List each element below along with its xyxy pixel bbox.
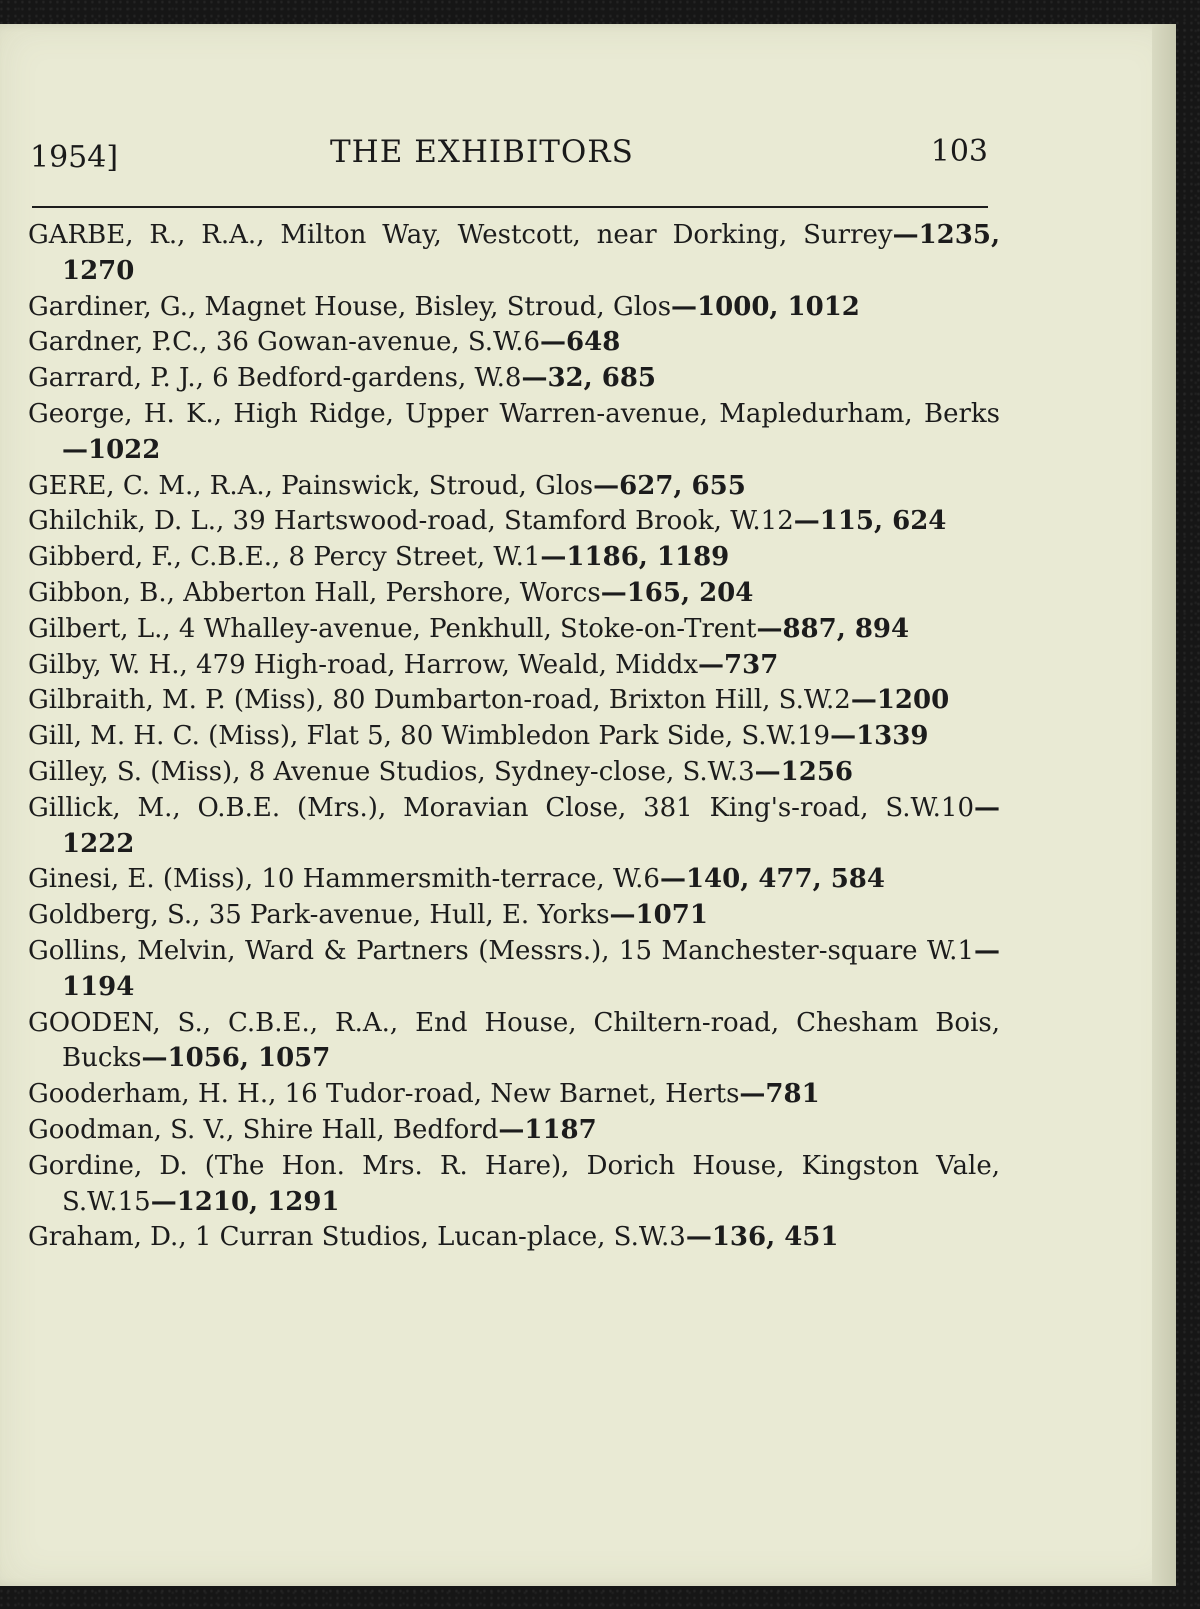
entry-catalogue-numbers: —781 <box>739 1079 820 1110</box>
entry-catalogue-numbers: —136, 451 <box>685 1222 839 1253</box>
entry-catalogue-numbers: —1187 <box>498 1114 597 1145</box>
exhibitor-entry <box>28 290 1000 326</box>
entry-text: Garrard, P. J., 6 Bedford-gardens, W.8 <box>28 363 522 394</box>
entry-text: Ghilchik, D. L., 39 Hartswood-road, Stamford Brook, W.12 <box>28 506 794 537</box>
entry-text: Ginesi, E. (Miss), 10 Hammersmith-terrace, W.6 <box>28 864 660 895</box>
entry-catalogue-numbers: —648 <box>540 327 621 358</box>
exhibitor-entry <box>28 540 1000 576</box>
entry-catalogue-numbers: —1339 <box>830 721 929 752</box>
exhibitor-entry <box>28 612 1000 648</box>
entry-text: Gillick, M., O.B.E. (Mrs.), Moravian Close, 381 King's-road, S.W.10 <box>28 792 974 823</box>
entry-text: Gilley, S. (Miss), 8 Avenue Studios, Sydney-close, S.W.3 <box>28 756 755 787</box>
exhibitor-list <box>28 218 1000 1256</box>
exhibitor-entry <box>28 576 1000 612</box>
entry-catalogue-numbers: —1071 <box>609 900 708 931</box>
running-header <box>30 130 988 180</box>
entry-catalogue-numbers: —1000, 1012 <box>671 291 860 322</box>
exhibitor-entry <box>28 755 1000 791</box>
entry-catalogue-numbers: —737 <box>698 649 779 680</box>
exhibitor-entry <box>28 719 1000 755</box>
entry-catalogue-numbers: —1194 <box>62 935 1000 1002</box>
header-rule <box>32 206 988 208</box>
entry-catalogue-numbers: —1056, 1057 <box>141 1043 331 1074</box>
entry-catalogue-numbers: —1186, 1189 <box>540 542 730 573</box>
entry-catalogue-numbers: —1022 <box>62 434 161 465</box>
exhibitor-entry <box>28 361 1000 397</box>
entry-text: George, H. K., High Ridge, Upper Warren-avenue, Mapledurham, Berks <box>28 398 1000 429</box>
entry-text: Gollins, Melvin, Ward & Partners (Messrs.), 15 Manchester-square W.1 <box>28 935 974 966</box>
exhibitor-entry <box>28 1006 1000 1078</box>
exhibitor-entry <box>28 683 1000 719</box>
entry-catalogue-numbers: —1200 <box>850 685 950 716</box>
entry-catalogue-numbers: —1235, 1270 <box>62 220 1000 286</box>
entry-text: GARBE, R., R.A., Milton Way, Westcott, near Dorking, Surrey <box>28 220 893 250</box>
exhibitor-entry <box>28 898 1000 934</box>
exhibitor-entry <box>28 862 1000 898</box>
entry-catalogue-numbers: —627, 655 <box>593 470 746 501</box>
exhibitor-entry <box>28 791 1000 863</box>
exhibitor-entry <box>28 504 1000 540</box>
entry-catalogue-numbers: —1210, 1291 <box>150 1186 340 1217</box>
entry-text: Gibbon, B., Abberton Hall, Pershore, Worcs <box>28 577 601 608</box>
page-edge <box>1152 24 1176 1586</box>
entry-text: Gilbert, L., 4 Whalley-avenue, Penkhull, Stoke-on-Trent <box>28 613 757 644</box>
exhibitor-entry <box>28 1220 1000 1256</box>
exhibitor-entry <box>28 1113 1000 1149</box>
entry-text: Gardiner, G., Magnet House, Bisley, Stroud, Glos <box>28 291 672 322</box>
entry-text: Graham, D., 1 Curran Studios, Lucan-place, S.W.3 <box>28 1222 686 1253</box>
entry-catalogue-numbers: —1222 <box>62 792 1000 859</box>
entry-text: Gill, M. H. C. (Miss), Flat 5, 80 Wimbledon Park Side, S.W.19 <box>28 721 831 752</box>
exhibitor-entry <box>28 469 1000 505</box>
exhibitor-entry <box>28 325 1000 361</box>
entry-text: Gooderham, H. H., 16 Tudor-road, New Barnet, Herts <box>28 1079 740 1110</box>
entry-catalogue-numbers: —165, 204 <box>600 577 754 608</box>
page-number: 103 <box>930 134 988 169</box>
entry-catalogue-numbers: —140, 477, 584 <box>659 864 885 895</box>
exhibitor-entry <box>28 1149 1000 1221</box>
entry-text: Gibberd, F., C.B.E., 8 Percy Street, W.1 <box>28 542 541 573</box>
entry-text: GERE, C. M., R.A., Painswick, Stroud, Glos <box>28 470 594 501</box>
exhibitor-entry <box>28 648 1000 684</box>
entry-text: Gilby, W. H., 479 High-road, Harrow, Weald, Middx <box>28 649 699 680</box>
exhibitor-entry <box>28 218 1000 290</box>
entry-text: Gilbraith, M. P. (Miss), 80 Dumbarton-road, Brixton Hill, S.W.2 <box>28 685 851 716</box>
header-year: 1954] <box>30 140 119 175</box>
exhibitor-entry <box>28 397 1000 469</box>
entry-catalogue-numbers: —887, 894 <box>756 613 910 644</box>
exhibitor-entry <box>28 934 1000 1006</box>
header-title: THE EXHIBITORS <box>330 134 634 170</box>
entry-catalogue-numbers: —115, 624 <box>793 506 947 537</box>
entry-text: Goldberg, S., 35 Park-avenue, Hull, E. Yorks <box>28 900 610 931</box>
exhibitor-entry <box>28 1077 1000 1113</box>
entry-catalogue-numbers: —32, 685 <box>521 363 657 394</box>
entry-text: Gardner, P.C., 36 Gowan-avenue, S.W.6 <box>28 327 541 358</box>
entry-text: Goodman, S. V., Shire Hall, Bedford <box>28 1114 499 1145</box>
entry-text: Gordine, D. (The Hon. Mrs. R. Hare), Dorich House, Kingston Vale, S.W.15 <box>28 1150 1000 1217</box>
book-page <box>0 24 1176 1586</box>
entry-catalogue-numbers: —1256 <box>754 756 854 787</box>
entry-text: GOODEN, S., C.B.E., R.A., End House, Chiltern-road, Chesham Bois, Bucks <box>28 1007 1000 1074</box>
